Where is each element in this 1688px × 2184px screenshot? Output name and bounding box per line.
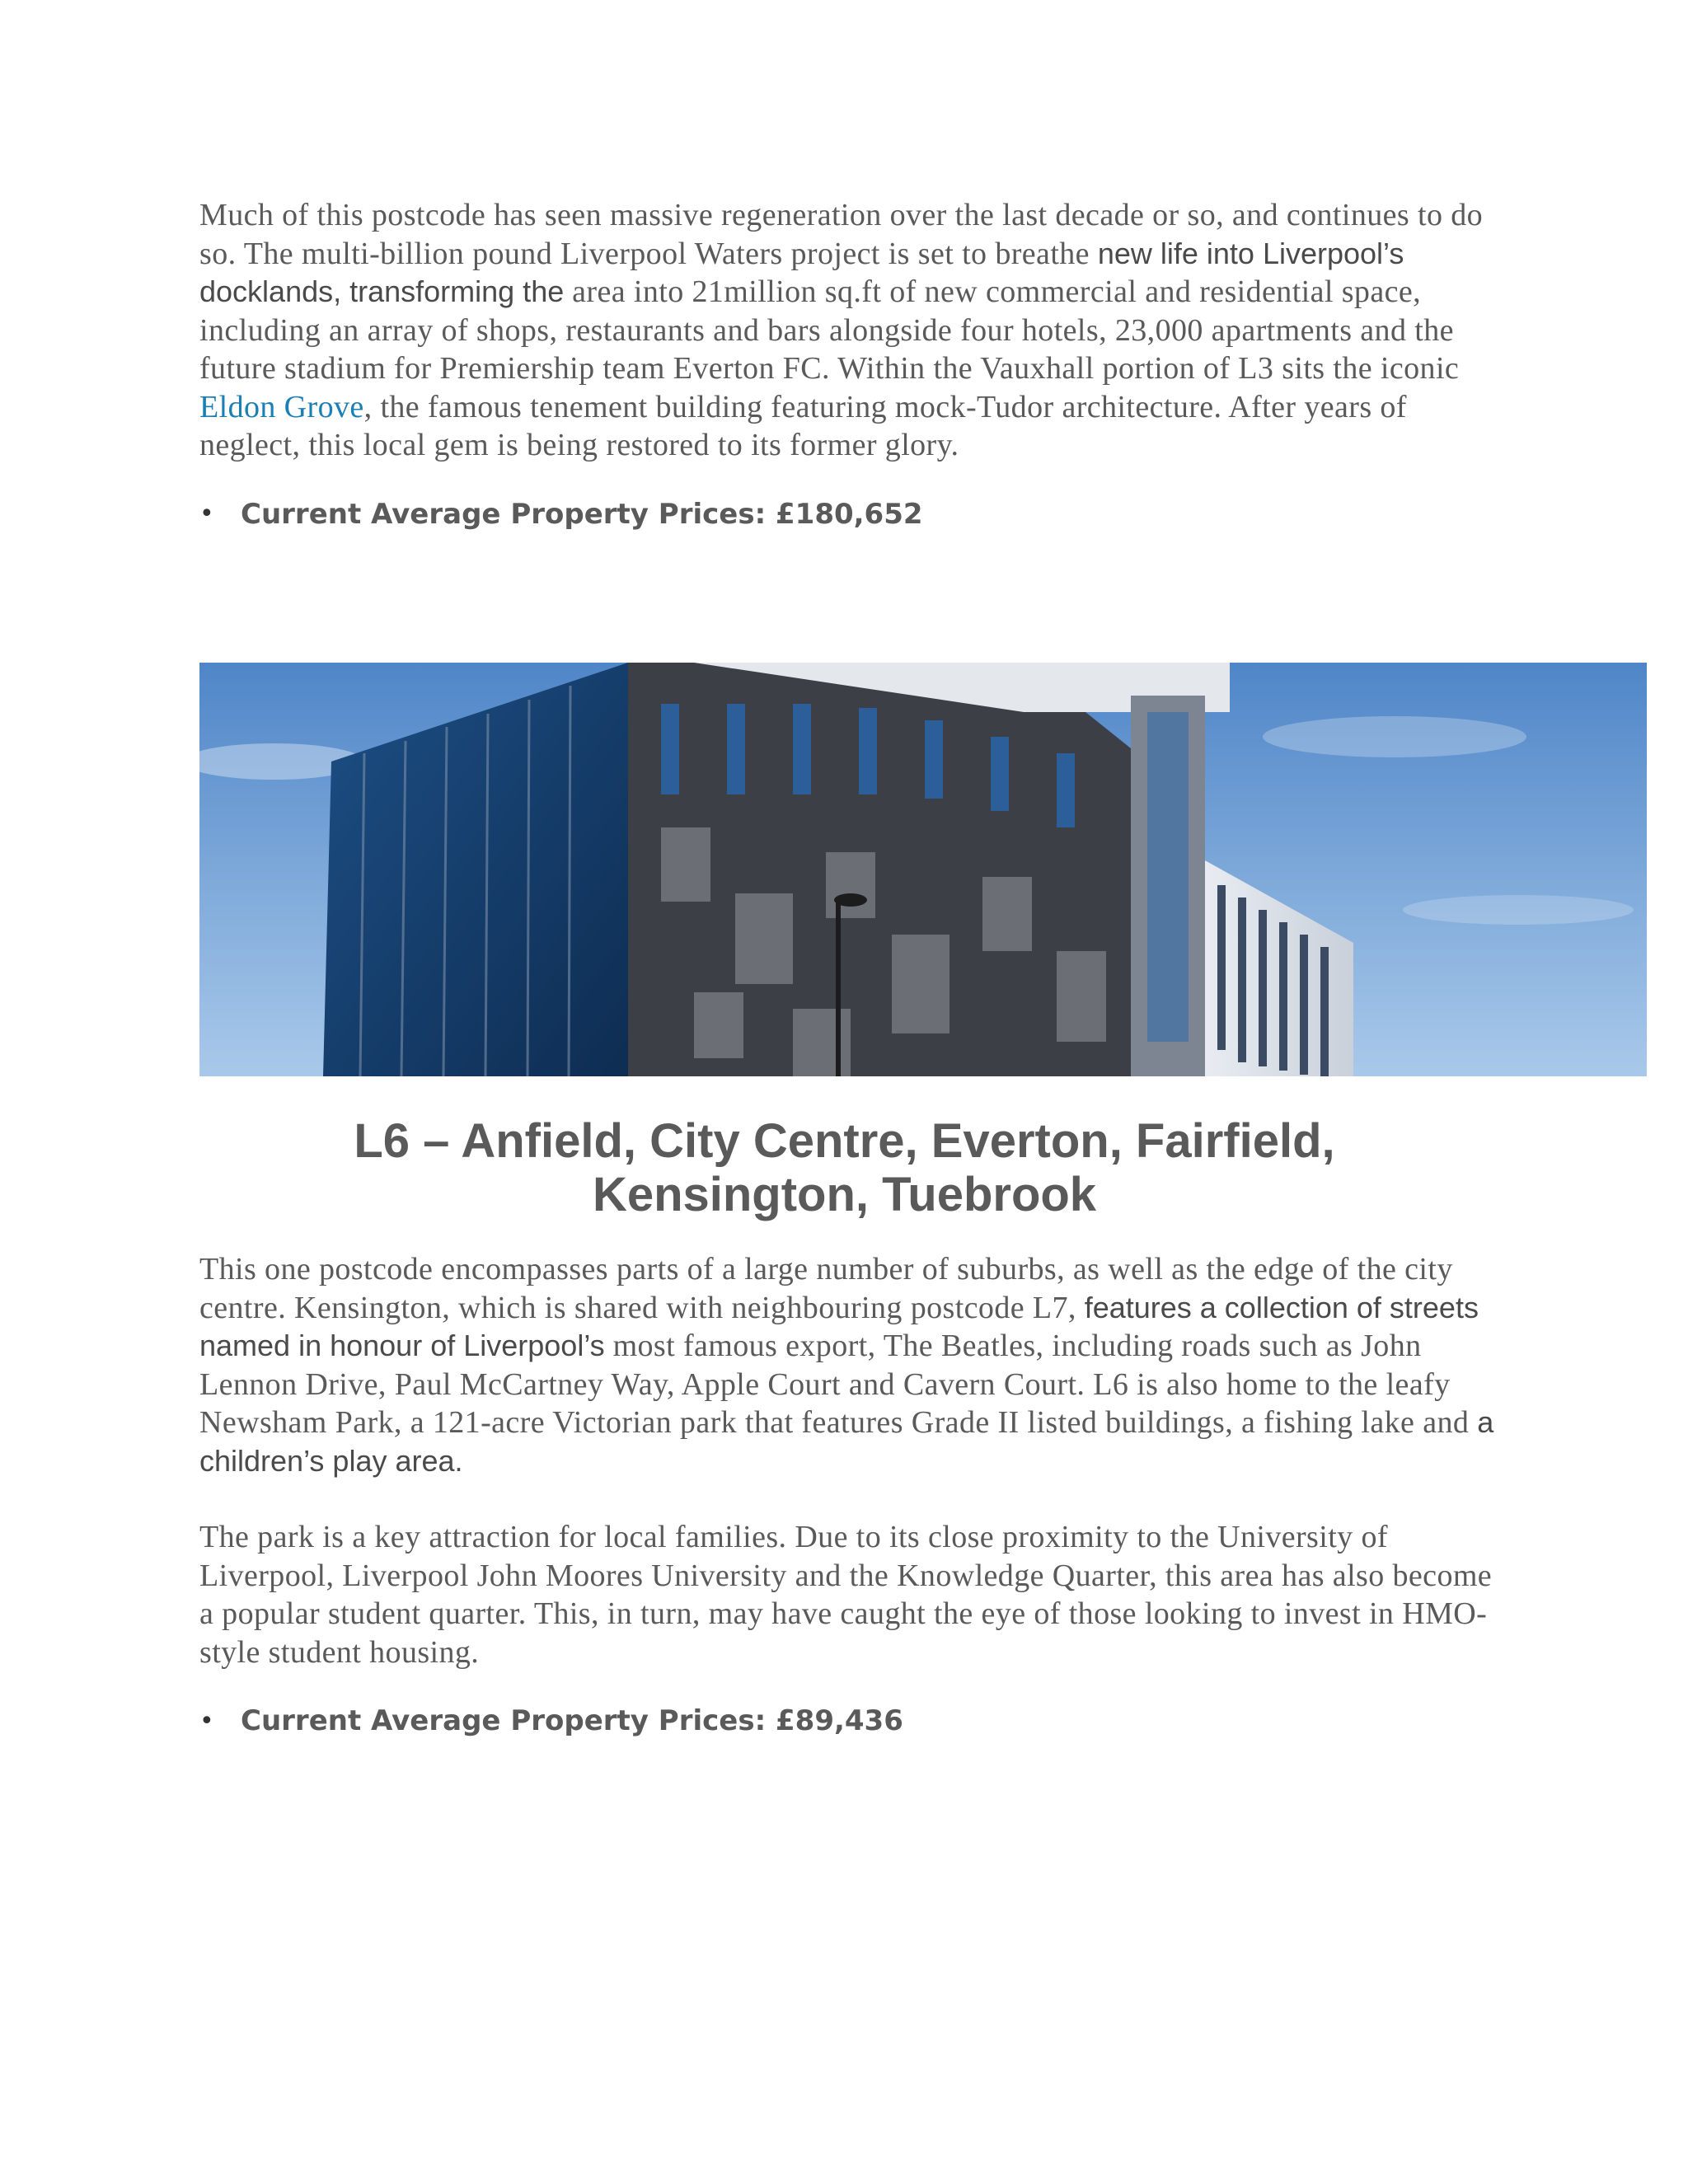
intro-text-a: Much of this postcode has seen massive regeneration over the last decade or so, and continues to do so. The multi-billion pound Liverpool Waters project is set to breathe bbox=[199, 198, 1484, 271]
l6-section bbox=[199, 1250, 1654, 1737]
eldon-grove-link[interactable]: Eldon Grove bbox=[199, 389, 364, 424]
l6-paragraph-2: The park is a key attraction for local families. Due to its close proximity to the University of Liverpool, Liverpool John Moores University and the Knowledge Quarter, this area has also become a popular student quarter. This, in turn, may have caught the eye of those looking to invest in HMO-style student housing. bbox=[199, 1520, 1493, 1670]
l6-text-c: most famous export, The Beatles, including roads such as John Lennon Drive, Paul McCartney Way, Apple Court and Cavern Court. L6 is also home to the leafy Newsham Park, a 121-acre Victorian park that features Grade II listed buildings, a fishing lake and bbox=[199, 1329, 1478, 1440]
l6-heading-line1: L6 – Anfield, City Centre, Everton, Fairfield, bbox=[354, 1114, 1335, 1168]
l6-heading bbox=[199, 1114, 1489, 1221]
building-image bbox=[199, 663, 1647, 1076]
intro-text-d: , the famous tenement building featuring mock-Tudor architecture. After years of neglect, this local gem is being restored to its former glory. bbox=[199, 389, 1407, 462]
l6-text-d: a children’s play area. bbox=[199, 1405, 1494, 1478]
building-photo bbox=[199, 663, 1647, 1076]
intro-text-b: new life into Liverpool’s docklands, transforming the bbox=[199, 236, 1404, 308]
intro-section bbox=[199, 196, 1654, 531]
l6-heading-line2: Kensington, Tuebrook bbox=[592, 1168, 1097, 1221]
bullet-icon: • bbox=[199, 1706, 214, 1736]
price-bullet-l6 bbox=[199, 1704, 1654, 1737]
l6-text-a: This one postcode encompasses parts of a large number of suburbs, as well as the edge of the city centre. Kensington, which is shared with neighbouring postcode L7, bbox=[199, 1252, 1453, 1325]
intro-paragraph bbox=[199, 196, 1502, 465]
intro-text-c: area into 21million sq.ft of new commercial and residential space, including an array of shops, restaurants and bars alongside four hotels, 23,000 apartments and the future stadium for Premiership team Everton FC. Within the Vauxhall portion of L3 sits the iconic bbox=[199, 274, 1460, 386]
price-bullet-l3 bbox=[199, 498, 1654, 531]
price-text-l6: Current Average Property Prices: £89,436 bbox=[241, 1704, 903, 1737]
l6-text-b: features a collection of streets named in honour of Liverpool’s bbox=[199, 1290, 1479, 1362]
price-text-l3: Current Average Property Prices: £180,652 bbox=[241, 497, 923, 531]
bullet-icon: • bbox=[199, 499, 214, 528]
l6-paragraph-1 bbox=[199, 1250, 1502, 1480]
